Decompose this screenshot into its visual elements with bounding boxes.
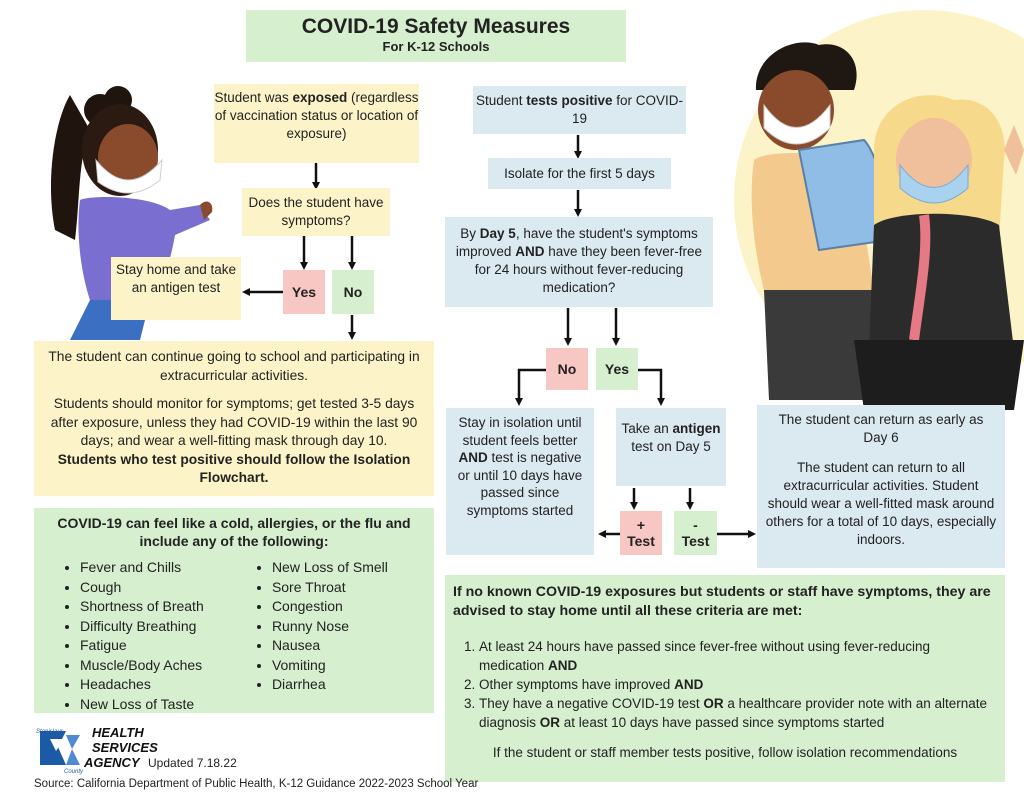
antigen-test-box [616,408,726,486]
symptoms-question: Does the student have symptoms? [248,195,384,228]
test-negative-box [674,511,717,555]
criteria-3-e: at least 10 days have passed since symptoms started [560,715,885,730]
logo-line-3: AGENCY [84,755,140,770]
positive-text-post: for COVID-19 [571,93,684,126]
symptom-item: • Congestion [272,597,424,617]
day5-question-box [445,217,713,307]
arrow-yes-to-antigen [638,370,661,402]
test-plus-label: Test [627,533,655,549]
return-box [757,405,1005,568]
stay-iso-post: test is negative or until 10 days have passed since symptoms started [457,450,583,518]
symptom-item: • Fever and Chills [80,558,250,578]
stay-iso-bold: AND [458,450,488,466]
positive-note: Students who test positive should follow the Isolation Flowchart. [57,451,411,485]
criteria-2-bold: AND [674,677,704,692]
logo-line-1: HEALTH [92,725,144,740]
exposed-yes-label: Yes [291,284,317,300]
symptoms-question-box [242,188,390,236]
positive-text-pre: Student [475,93,527,108]
criteria-2-text: Other symptoms have improved [479,677,675,692]
updated-date: Updated 7.18.22 [148,756,237,770]
symptom-item: • Difficulty Breathing [80,617,250,637]
criteria-1-text: At least 24 hours have passed since fever-free without using fever-reducing medication [479,639,930,673]
day5-bold2: AND [515,244,545,259]
criteria-list [453,637,997,732]
symptoms-list-2 [250,558,424,714]
stay-home-text: Stay home and take an antigen test [115,262,237,295]
exposed-text-pre: Student was [214,90,293,105]
symptoms-box [34,508,434,713]
symptom-item: • Runny Nose [272,617,424,637]
exposed-no-box [332,270,374,314]
isolate-text: Isolate for the first 5 days [504,166,655,181]
source-citation [34,776,554,792]
stay-iso-pre: Stay in isolation until student feels better [458,415,582,448]
test-plus-sign: + [636,517,646,533]
agency-logo [36,725,237,775]
criteria-3-c: a healthcare provider note with an alternate diagnosis [479,696,988,730]
criteria-3-a: They have a negative COVID-19 test [479,696,704,711]
criteria-item [479,694,997,732]
symptoms-list-1 [58,558,250,714]
no-exposure-heading: If no known COVID-19 exposures but students or staff have symptoms, they are advised to stay home until all these criteria are met: [453,584,991,619]
antigen-post: test on Day 5 [631,439,711,454]
antigen-pre: Take an [621,421,673,436]
positive-yes-label: Yes [604,361,630,377]
criteria-item [479,675,997,694]
exposed-box [214,84,419,163]
symptom-item: • New Loss of Smell [272,558,424,578]
day5-post: have they been fever-free for 24 hours without fever-reducing medication? [474,244,703,295]
symptoms-heading: COVID-19 can feel like a cold, allergies, or the flu and include any of the following: [57,515,411,549]
criteria-3-b: OR [703,696,724,711]
exposed-yes-box [283,270,325,314]
isolate-box [488,158,671,189]
return-title: The student can return as early as Day 6 [778,412,984,445]
stay-isolation-box [446,408,594,555]
symptom-item: • Muscle/Body Aches [80,656,250,676]
no-exposure-footer: If the student or staff member tests positive, follow isolation recommendations [492,745,958,760]
symptom-item: • Fatigue [80,636,250,656]
symptom-item: • Shortness of Breath [80,597,250,617]
symptom-item: • Diarrhea [272,675,424,695]
antigen-bold: antigen [672,421,721,436]
symptom-item: • Vomiting [272,656,424,676]
test-minus-label: Test [681,533,710,549]
criteria-1-bold: AND [548,658,578,673]
test-positive-box [620,511,662,555]
symptom-item: • New Loss of Taste [80,695,250,715]
continue-school-box [34,341,434,496]
exposed-text-bold: exposed [292,90,348,105]
page-title: COVID-19 Safety Measures [301,15,571,38]
page-subtitle: For K-12 Schools [382,39,490,54]
symptom-item: • Headaches [80,675,250,695]
symptom-item: • Nausea [272,636,424,656]
logo-small-bottom: County [64,769,84,775]
positive-no-label: No [557,361,577,377]
continue-text: The student can continue going to school and participating in extracurricular activities. [48,349,420,383]
stay-home-box [111,257,241,320]
positive-no-box [546,348,588,390]
criteria-3-d: OR [539,715,561,730]
exposed-no-label: No [343,284,363,300]
day5-pre: By [460,226,480,241]
return-text: The student can return to all extracurricular activities. Student should wear a well-fitted mask around others for a total of 10 days, especially indoors. [765,460,997,547]
logo-small-top: Stanislaus [36,729,64,735]
day5-mid: , have the student's symptoms improved [455,226,698,259]
logo-line-2: SERVICES [92,740,158,755]
positive-text-bold: tests positive [526,93,613,108]
symptom-item: • Sore Throat [272,578,424,598]
day5-bold1: Day 5 [479,226,516,241]
source-text: Source: California Department of Public Health, K-12 Guidance 2022-2023 School Year [34,778,479,790]
no-exposure-box [445,575,1005,782]
exposed-text-post: (regardless of vaccination status or location of exposure) [214,90,419,141]
test-minus-sign: - [693,517,698,533]
tests-positive-box [473,86,686,134]
symptom-item: • Cough [80,578,250,598]
positive-yes-box [596,348,638,390]
monitor-text: Students should monitor for symptoms; get tested 3-5 days after exposure, unless they had COVID-19 within the last 90 days; and wear a well-fitting mask through day 10. [50,396,418,448]
criteria-item [479,637,997,675]
arrow-no-to-stay-isolation [519,370,546,402]
